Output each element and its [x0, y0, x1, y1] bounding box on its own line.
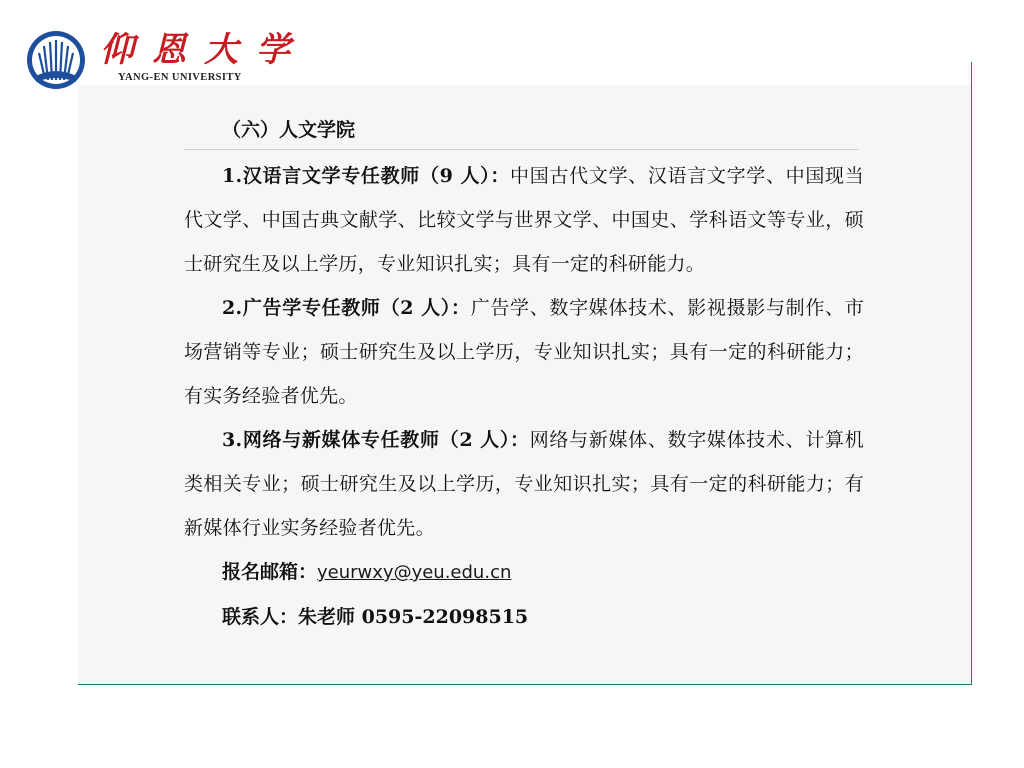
position-desc-3: 网络与新媒体、数字媒体技术、计算机类相关专业；硕士研究生及以上学历，专业知识扎实；具有一定的科研能力；有新媒体行业实务经验者优先。	[184, 429, 864, 539]
position-item-2	[184, 286, 864, 418]
document-content	[184, 113, 864, 639]
position-desc-2: 广告学、数字媒体技术、影视摄影与制作、市场营销等专业；硕士研究生及以上学历，专业知识扎实；具有一定的科研能力；有实务经验者优先。	[184, 297, 864, 407]
position-item-3	[184, 418, 864, 550]
position-title-1: 1.汉语言文学专任教师（9 人）：	[222, 165, 511, 187]
brand	[100, 30, 308, 83]
brand-english-name: YANG-EN UNIVERSITY	[118, 72, 242, 83]
contact-line: 联系人：朱老师 0595-22098515	[222, 606, 529, 628]
position-title-2: 2.广告学专任教师（2 人）：	[222, 297, 471, 319]
university-logo-icon	[26, 30, 86, 90]
section-heading: （六）人文学院	[222, 119, 356, 141]
email-line	[184, 550, 864, 595]
email-link[interactable]: yeurwxy@yeu.edu.cn	[317, 562, 512, 583]
heading-rule	[184, 149, 859, 150]
brand-chinese-name: 仰恩大学	[100, 30, 308, 70]
position-item-1	[184, 154, 864, 286]
frame-divider-right	[971, 62, 972, 685]
position-desc-1: 中国古代文学、汉语言文字学、中国现当代文学、中国古典文献学、比较文学与世界文学、中国史、学科语文等专业，硕士研究生及以上学历，专业知识扎实；具有一定的科研能力。	[184, 165, 864, 275]
frame-divider-bottom	[78, 684, 972, 685]
position-title-3: 3.网络与新媒体专任教师（2 人）：	[222, 429, 530, 451]
email-label: 报名邮箱：	[222, 561, 318, 583]
